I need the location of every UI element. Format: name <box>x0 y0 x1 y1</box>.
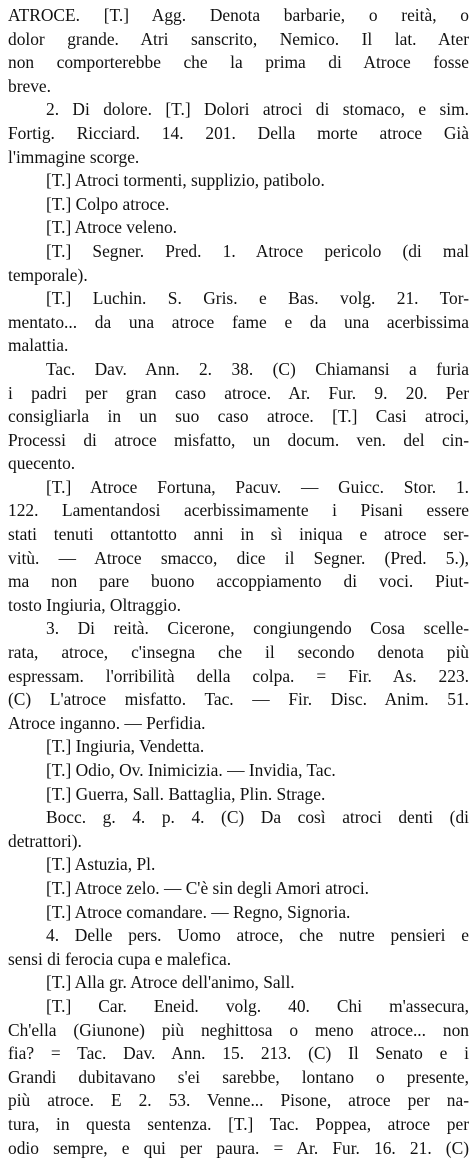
text-line: l'immagine scorge. <box>8 146 469 170</box>
text-line: Processi di atroce misfatto, un docum. ven. del cin- <box>8 429 469 453</box>
text-line: 4. Delle pers. Uomo atroce, che nutre pensieri e <box>8 924 469 948</box>
text-line: Bocc. g. 4. p. 4. (C) Da così atroci denti (di <box>8 806 469 830</box>
text-line: vitù. — Atroce smacco, dice il Segner. (Pred. 5.), <box>8 547 469 571</box>
text-line: Grandi dubitavano s'ei sarebbe, lontano o presente, <box>8 1066 469 1090</box>
text-line: detrattori). <box>8 830 469 854</box>
text-line: tosto Ingiuria, Oltraggio. <box>8 594 469 618</box>
text-line: dolor grande. Atri sanscrito, Nemico. Il lat. Ater <box>8 28 469 52</box>
text-line: fia? = Tac. Dav. Ann. 15. 213. (C) Il Senato e i <box>8 1042 469 1066</box>
text-line: Fortig. Ricciard. 14. 201. Della morte atroce Già <box>8 122 469 146</box>
text-line: espressam. l'orribilità della colpa. = Fir. As. 223. <box>8 665 469 689</box>
text-line: [T.] Segner. Pred. 1. Atroce pericolo (di mal <box>8 240 469 264</box>
text-line: [T.] Luchin. S. Gris. e Bas. volg. 21. Tor- <box>8 287 469 311</box>
text-line: ATROCE. [T.] Agg. Denota barbarie, o reità, o <box>8 4 469 28</box>
text-line: non comporterebbe che la prima di Atroce fosse <box>8 51 469 75</box>
text-line: 2. Di dolore. [T.] Dolori atroci di stomaco, e sim. <box>8 98 469 122</box>
text-line: [T.] Guerra, Sall. Battaglia, Plin. Strage. <box>8 783 469 807</box>
text-line: [T.] Atroce veleno. <box>8 216 469 240</box>
text-line: temporale). <box>8 264 469 288</box>
text-line: [T.] Atroce comandare. — Regno, Signoria. <box>8 901 469 925</box>
text-line: Tac. Dav. Ann. 2. 38. (C) Chiamansi a furia <box>8 358 469 382</box>
text-line: [T.] Atroci tormenti, supplizio, patibolo. <box>8 169 469 193</box>
text-line: 3. Di reità. Cicerone, congiungendo Cosa scelle- <box>8 617 469 641</box>
text-line: [T.] Odio, Ov. Inimicizia. — Invidia, Tac. <box>8 759 469 783</box>
text-line: mentato... da una atroce fame e da una acerbissima <box>8 311 469 335</box>
text-line: i padri per gran caso atroce. Ar. Fur. 9. 20. Per <box>8 382 469 406</box>
text-line: [T.] Alla gr. Atroce dell'animo, Sall. <box>8 971 469 995</box>
text-line: più atroce. E 2. 53. Venne... Pisone, atroce per na- <box>8 1089 469 1113</box>
text-line: quecento. <box>8 452 469 476</box>
text-line: rata, atroce, c'insegna che il secondo denota più <box>8 641 469 665</box>
text-line: odio sempre, e qui per paura. = Ar. Fur. 16. 21. (C) <box>8 1137 469 1160</box>
text-line: tura, in questa sentenza. [T.] Tac. Poppea, atroce per <box>8 1113 469 1137</box>
text-line: ma non pare buono accoppiamento di voci. Piut- <box>8 570 469 594</box>
text-line: [T.] Atroce zelo. — C'è sin degli Amori atroci. <box>8 877 469 901</box>
text-line: Atroce inganno. — Perfidia. <box>8 712 469 736</box>
text-line: 122. Lamentandosi acerbissimamente i Pisani essere <box>8 499 469 523</box>
text-line: [T.] Atroce Fortuna, Pacuv. — Guicc. Stor. 1. <box>8 476 469 500</box>
text-line: malattia. <box>8 334 469 358</box>
text-line: consigliarla in un suo caso atroce. [T.] Casi atroci, <box>8 405 469 429</box>
text-line: [T.] Car. Eneid. volg. 40. Chi m'assecura, <box>8 995 469 1019</box>
text-line: breve. <box>8 75 469 99</box>
text-line: (C) L'atroce misfatto. Tac. — Fir. Disc. Anim. 51. <box>8 688 469 712</box>
text-line: [T.] Colpo atroce. <box>8 193 469 217</box>
text-line: [T.] Astuzia, Pl. <box>8 853 469 877</box>
text-line: stati tenuti ottantotto anni in sì iniqua e atroce ser- <box>8 523 469 547</box>
text-line: [T.] Ingiuria, Vendetta. <box>8 735 469 759</box>
text-line: Ch'ella (Giunone) più neghittosa o meno atroce... non <box>8 1019 469 1043</box>
text-line: sensi di ferocia cupa e malefica. <box>8 948 469 972</box>
